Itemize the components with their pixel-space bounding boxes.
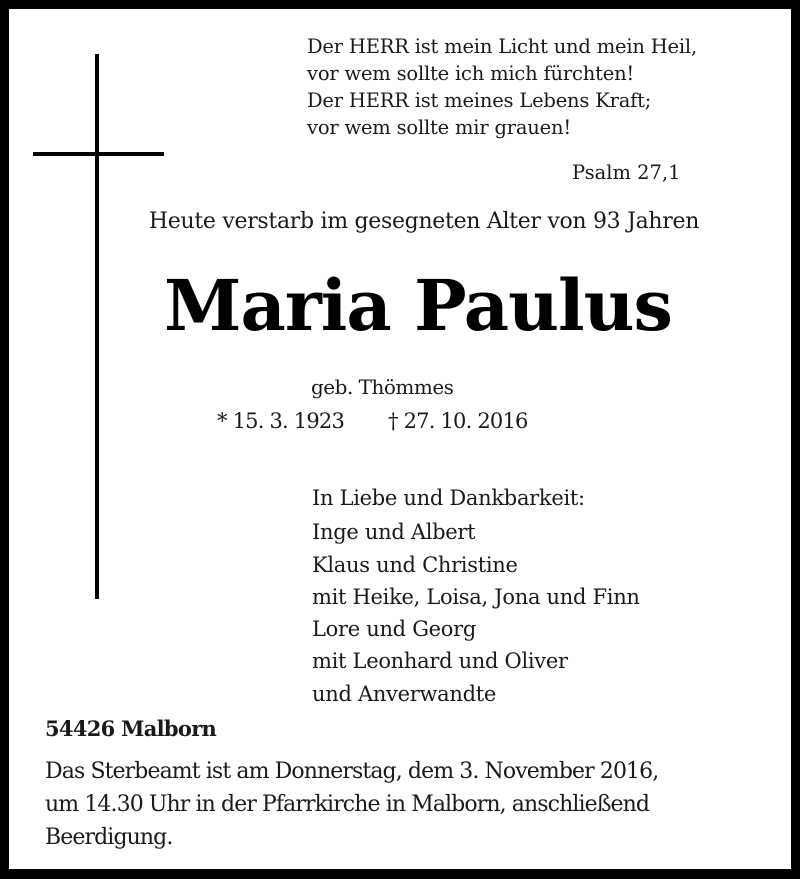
service-line: um 14.30 Uhr in der Pfarrkirche in Malborn, anschließend	[45, 792, 650, 817]
mourner-line: Klaus und Christine	[312, 553, 518, 577]
intro-text: Heute verstarb im gesegneten Alter von 93 Jahren	[148, 209, 700, 234]
service-info	[45, 755, 785, 854]
mourner-line: und Anverwandte	[312, 682, 497, 706]
life-dates	[217, 409, 528, 433]
obituary-notice	[9, 9, 791, 869]
psalm-line: vor wem sollte ich mich fürchten!	[307, 62, 635, 85]
psalm-reference: Psalm 27,1	[572, 161, 681, 184]
deceased-name: Maria Paulus	[164, 264, 672, 347]
psalm-line: Der HERR ist meines Lebens Kraft;	[307, 89, 652, 112]
birth-name: geb. Thömmes	[311, 375, 454, 399]
town: 54426 Malborn	[45, 716, 217, 741]
mourners-heading: In Liebe und Dankbarkeit:	[312, 486, 585, 510]
service-line: Das Sterbeamt ist am Donnerstag, dem 3. November 2016,	[45, 759, 659, 784]
death-date: † 27. 10. 2016	[388, 409, 528, 433]
mourner-line: mit Heike, Loisa, Jona und Finn	[312, 585, 640, 609]
mourner-line: Inge und Albert	[312, 520, 476, 544]
mourner-line: Lore und Georg	[312, 617, 477, 641]
mourners-list	[312, 481, 640, 711]
mourner-line: mit Leonhard und Oliver	[312, 649, 568, 673]
cross-icon-horizontal	[33, 152, 164, 156]
psalm-line: vor wem sollte mir grauen!	[307, 116, 571, 139]
service-line: Beerdigung.	[45, 825, 173, 850]
cross-icon-vertical	[95, 54, 99, 599]
psalm-line: Der HERR ist mein Licht und mein Heil,	[307, 35, 697, 58]
birth-date: * 15. 3. 1923	[217, 409, 345, 433]
psalm-quote	[307, 33, 697, 141]
